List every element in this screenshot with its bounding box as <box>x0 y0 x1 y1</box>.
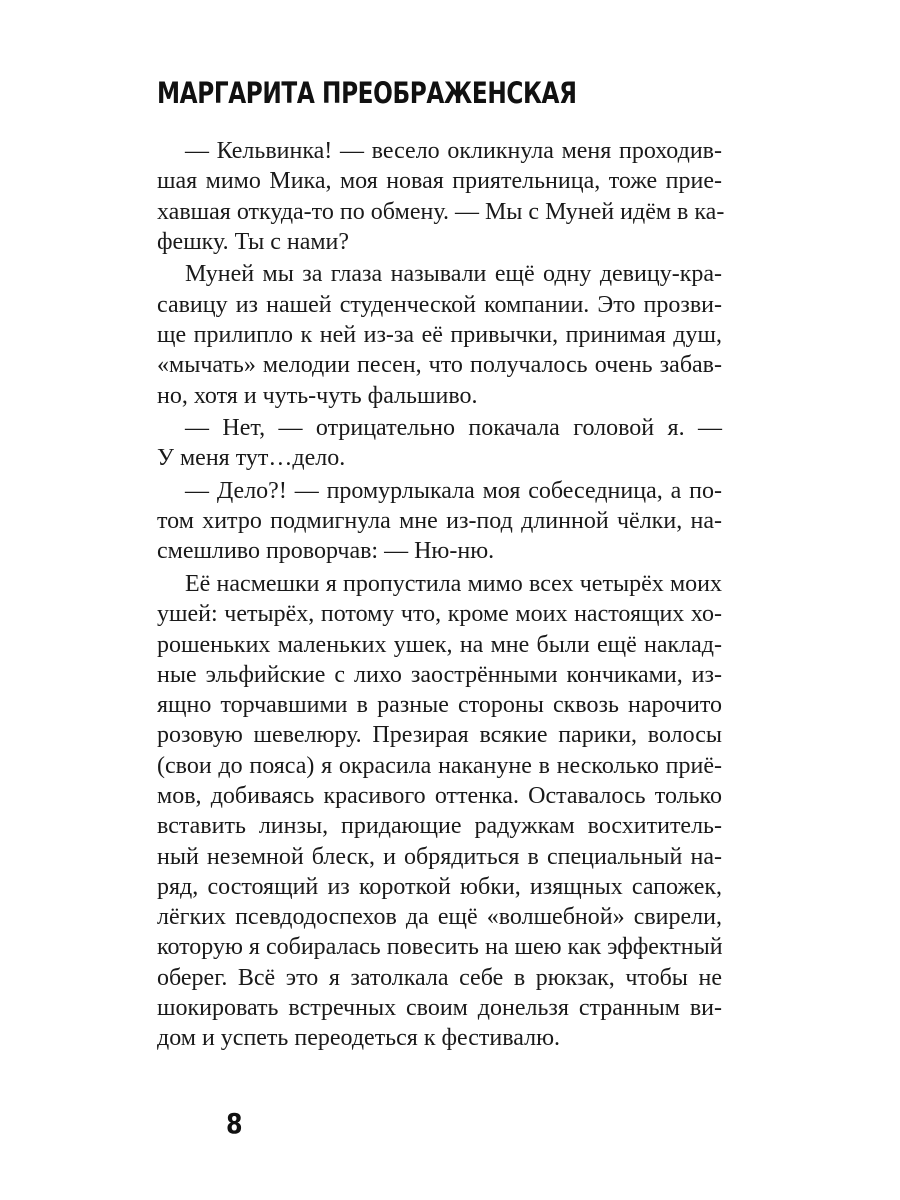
text-line: савицу из нашей студенческой компании. Это прозви- <box>157 291 722 318</box>
text-line: ще прилипло к ней из-за её привычки, принимая душ, <box>157 321 722 348</box>
text-line: Муней мы за глаза называли ещё одну девицу-кра- <box>185 261 722 288</box>
text-line: том хитро подмигнула мне из-под длинной чёлки, на- <box>157 508 722 535</box>
text-line: вставить линзы, придающие радужкам восхититель- <box>157 813 722 840</box>
text-line: мов, добиваясь красивого оттенка. Оставалось только <box>157 782 722 809</box>
text-line: фешку. Ты с нами? <box>157 228 350 255</box>
text-line: оберег. Всё это я затолкала себе в рюкзак, чтобы не <box>157 964 722 991</box>
text-line: шокировать встречных своим донельзя странным ви- <box>157 995 722 1022</box>
text-line: розовую шевелюру. Презирая всякие парики, волосы <box>157 722 722 749</box>
text-line: — Нет, — отрицательно покачала головой я. — <box>185 415 722 442</box>
paragraph <box>157 413 722 474</box>
author-running-head: МАРГАРИТА ПРЕОБРАЖЕНСКАЯ <box>157 76 577 110</box>
text-line: ные эльфийские с лихо заострёнными кончиками, из- <box>157 661 722 688</box>
text-line: но, хотя и чуть-чуть фальшиво. <box>157 382 478 409</box>
text-line: хавшая откуда-то по обмену. — Мы с Муней идём в ка- <box>157 198 725 225</box>
text-line: (свои до пояса) я окрасила накануне в несколько приё- <box>157 752 722 779</box>
body-text <box>157 136 725 1054</box>
text-line: — Дело?! — промурлыкала моя собеседница, а по- <box>185 477 722 504</box>
text-line: дом и успеть переодеться к фестивалю. <box>157 1025 561 1052</box>
paragraph <box>157 569 722 1054</box>
text-line: которую я собиралась повесить на шею как эффектный <box>157 934 723 961</box>
text-line: — Кельвинка! — весело окликнула меня проходив- <box>185 138 722 164</box>
text-line: ящно торчавшими в разные стороны сквозь нарочито <box>157 692 722 719</box>
text-line: «мычать» мелодии песен, что получалось очень забав- <box>157 352 722 379</box>
paragraph <box>157 136 725 257</box>
paragraph <box>157 476 722 567</box>
text-line: ряд, состоящий из короткой юбки, изящных сапожек, <box>157 873 722 900</box>
page-number: 8 <box>226 1107 243 1140</box>
text-line: шая мимо Мика, моя новая приятельница, тоже прие- <box>157 168 722 195</box>
text-line: У меня тут…дело. <box>157 445 346 472</box>
paragraph <box>157 259 722 410</box>
text-line: ный неземной блеск, и обрядиться в специальный на- <box>157 843 722 870</box>
text-line: ушей: четырёх, потому что, кроме моих настоящих хо- <box>157 601 722 628</box>
text-line: Её насмешки я пропустила мимо всех четырёх моих <box>185 570 722 597</box>
text-line: лёгких псевдодоспехов да ещё «волшебной» свирели, <box>157 904 722 931</box>
text-line: рошеньких маленьких ушек, на мне были ещё наклад- <box>157 631 722 658</box>
text-line: смешливо проворчав: — Ню-ню. <box>157 538 495 565</box>
